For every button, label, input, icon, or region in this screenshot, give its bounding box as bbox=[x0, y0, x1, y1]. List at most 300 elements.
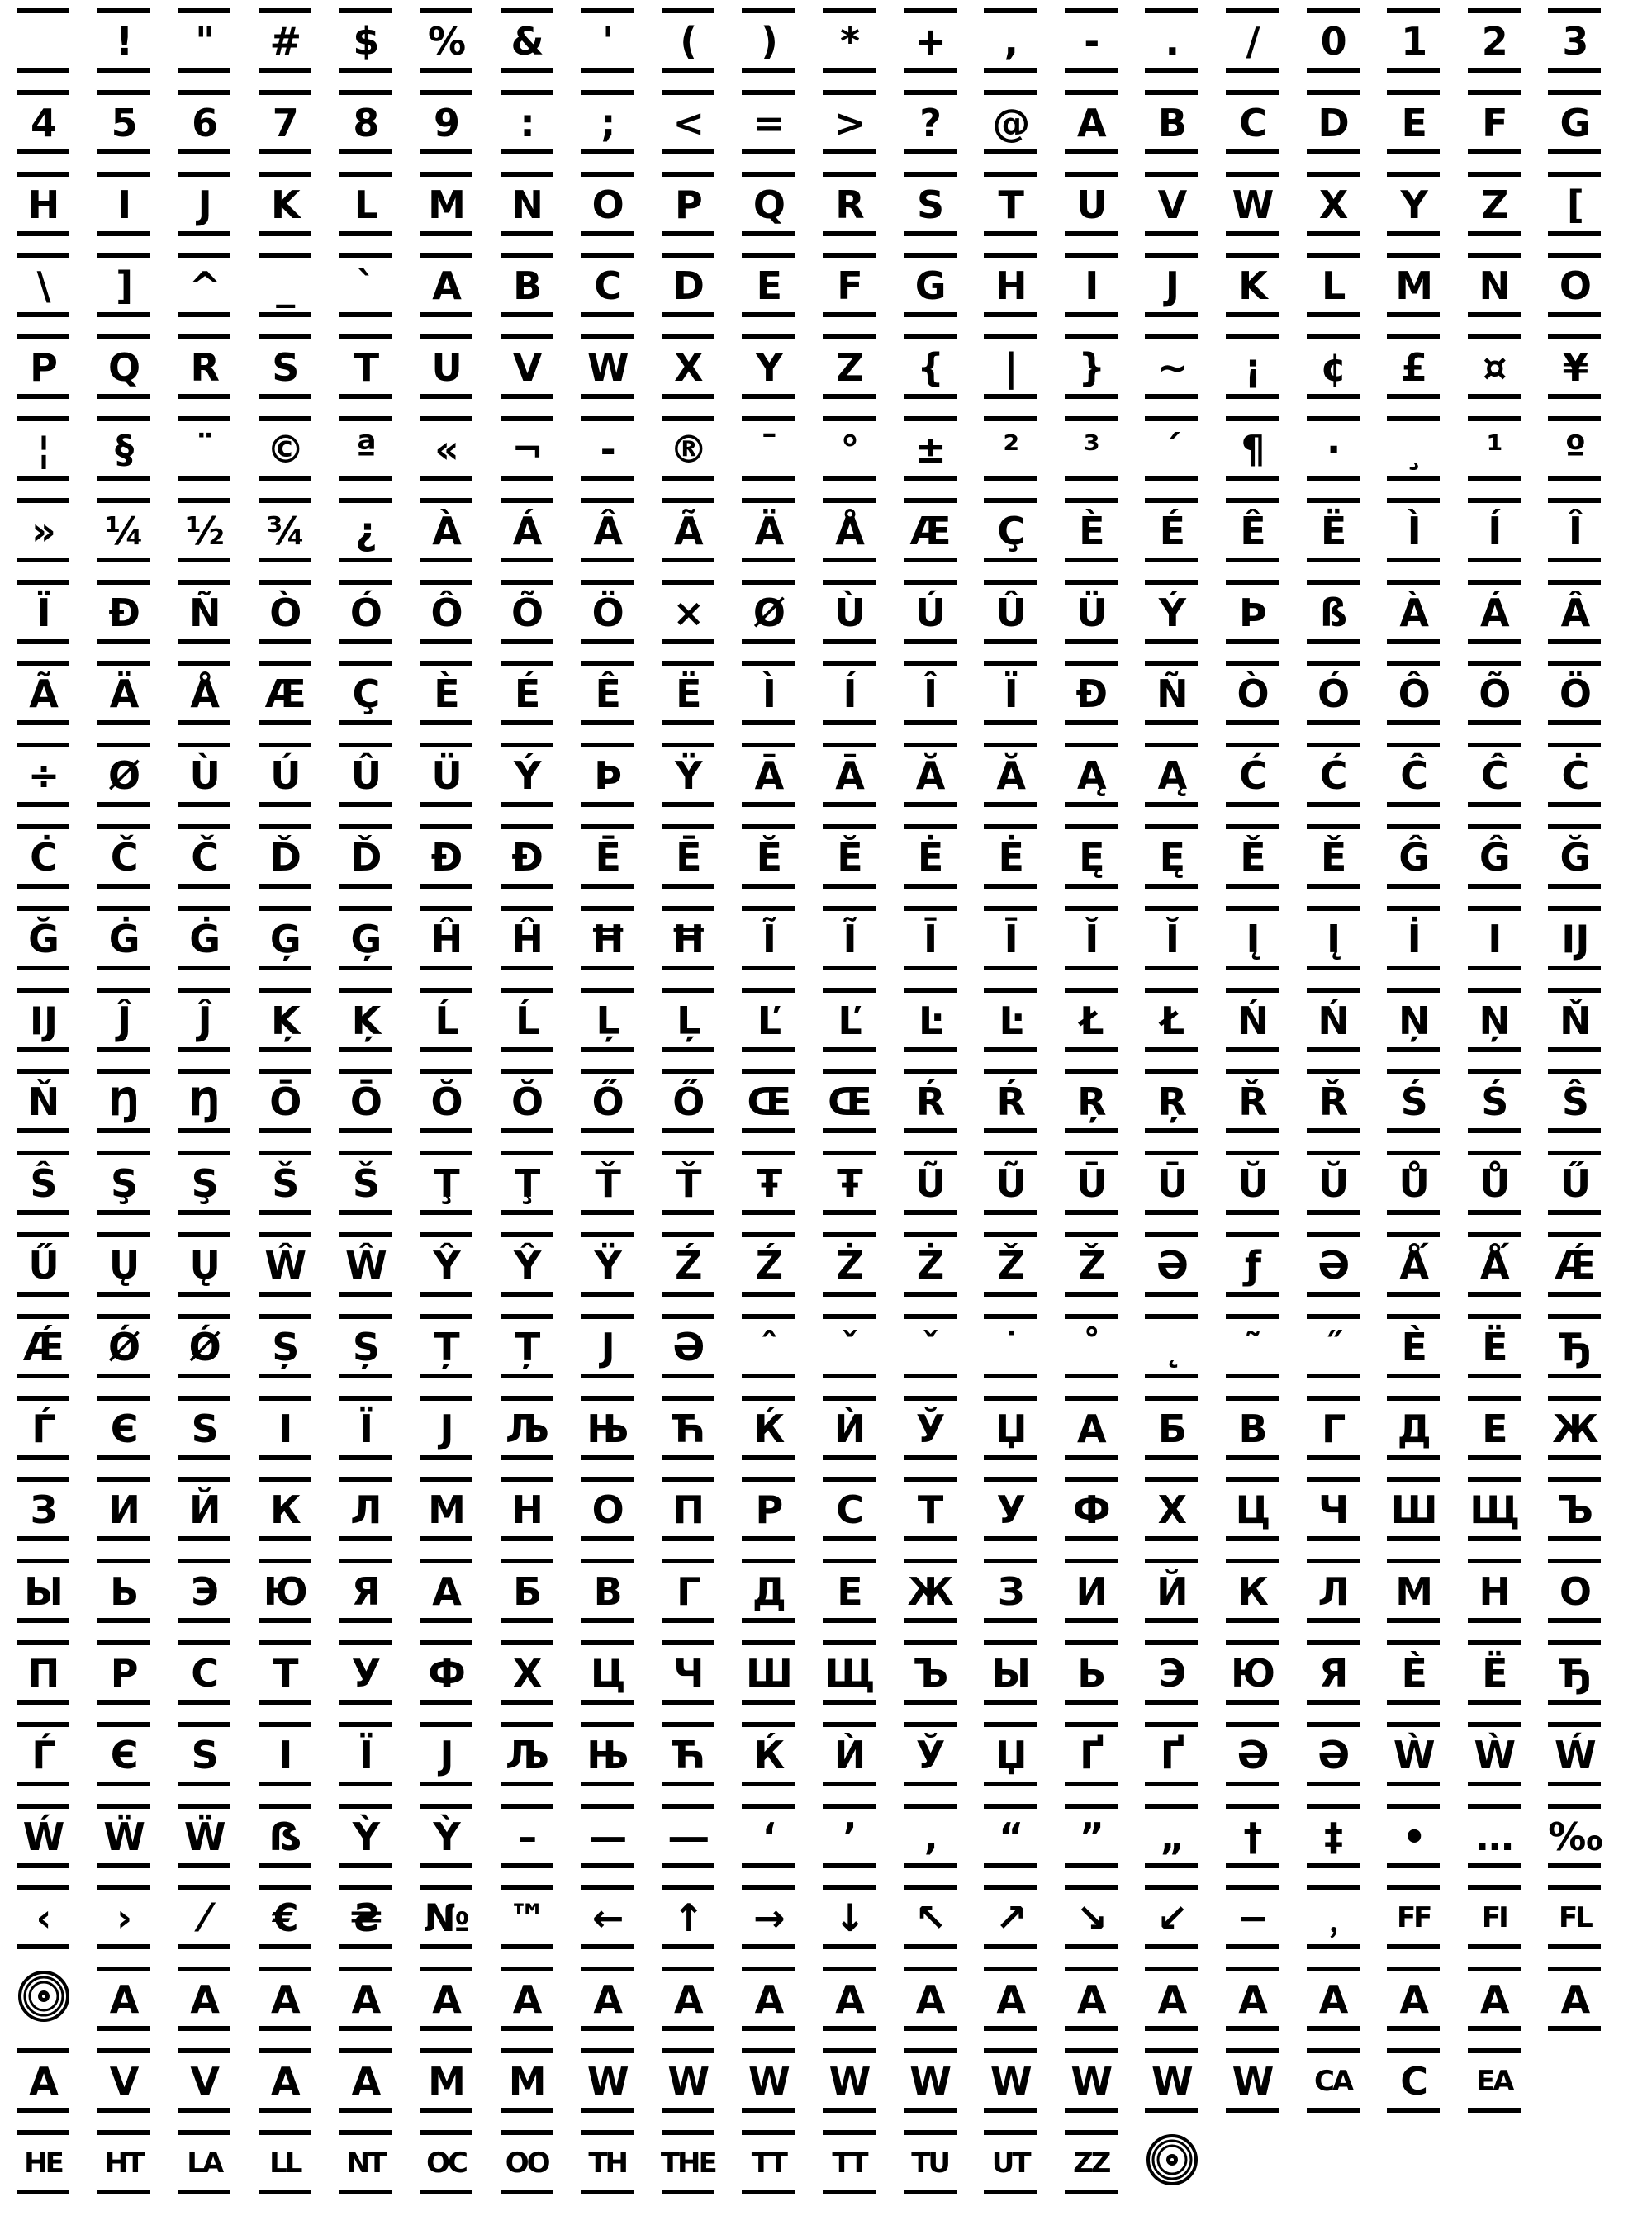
glyph-overbar bbox=[1548, 988, 1601, 993]
glyph-underbar bbox=[1145, 1700, 1198, 1705]
glyph-overbar bbox=[17, 2130, 69, 2135]
glyph-overbar bbox=[501, 580, 553, 585]
glyph-underbar bbox=[1307, 1944, 1360, 1949]
glyph-underbar bbox=[1548, 1374, 1601, 1378]
glyph-overbar bbox=[742, 334, 795, 339]
glyph-cell bbox=[486, 326, 568, 409]
glyph-overbar bbox=[742, 1640, 795, 1645]
glyph-character: Г bbox=[676, 1569, 700, 1615]
glyph-character: Ė bbox=[998, 835, 1023, 880]
glyph-cell bbox=[1533, 490, 1616, 572]
glyph-underbar bbox=[984, 1292, 1037, 1297]
glyph-character: ¤ bbox=[1483, 345, 1506, 391]
glyph-overbar bbox=[984, 1069, 1037, 1074]
glyph-cell bbox=[566, 82, 648, 164]
glyph-underbar bbox=[339, 312, 392, 317]
glyph-overbar bbox=[1307, 2048, 1360, 2053]
glyph-underbar bbox=[420, 639, 472, 644]
glyph-overbar bbox=[1548, 1151, 1601, 1155]
glyph-cell bbox=[2, 1142, 84, 1225]
glyph-overbar bbox=[581, 661, 634, 666]
glyph-cell bbox=[324, 1142, 406, 1225]
glyph-underbar bbox=[823, 1455, 876, 1460]
glyph-overbar bbox=[17, 1804, 69, 1809]
glyph-overbar bbox=[1387, 1069, 1440, 1074]
glyph-underbar bbox=[420, 1292, 472, 1297]
glyph-cell bbox=[808, 244, 890, 327]
glyph-underbar bbox=[17, 68, 69, 73]
glyph-cell bbox=[1372, 1388, 1455, 1470]
glyph-underbar bbox=[662, 802, 714, 807]
glyph-character: Ø bbox=[752, 590, 784, 635]
glyph-cell bbox=[486, 1550, 568, 1633]
glyph-overbar bbox=[742, 416, 795, 421]
glyph-overbar bbox=[823, 1314, 876, 1319]
glyph-underbar bbox=[97, 1863, 150, 1868]
glyph-character: Њ bbox=[586, 1406, 629, 1451]
glyph-overbar bbox=[339, 1804, 392, 1809]
glyph-cell bbox=[1130, 980, 1213, 1062]
glyph-character: Ǽ bbox=[23, 1324, 63, 1369]
glyph-underbar bbox=[1065, 802, 1118, 807]
glyph-underbar bbox=[259, 1374, 311, 1378]
glyph-character: Ð bbox=[108, 590, 139, 635]
glyph-character: TT bbox=[832, 2146, 866, 2180]
glyph-overbar bbox=[904, 1885, 957, 1890]
glyph-underbar bbox=[178, 558, 230, 562]
glyph-underbar bbox=[1468, 558, 1521, 562]
glyph-overbar bbox=[420, 2048, 472, 2053]
glyph-cell bbox=[1453, 572, 1536, 654]
glyph-underbar bbox=[17, 1210, 69, 1215]
glyph-character: Ŧ bbox=[837, 1161, 862, 1207]
glyph-character: Ē bbox=[676, 835, 700, 880]
glyph-underbar bbox=[904, 1863, 957, 1868]
glyph-cell bbox=[647, 1632, 729, 1715]
glyph-overbar bbox=[581, 1804, 634, 1809]
glyph-cell bbox=[1533, 1550, 1616, 1633]
glyph-character: Ĥ bbox=[430, 916, 462, 961]
glyph-overbar bbox=[501, 1722, 553, 1727]
glyph-cell bbox=[486, 1142, 568, 1225]
glyph-overbar bbox=[1065, 498, 1118, 503]
glyph-overbar bbox=[823, 1396, 876, 1401]
glyph-cell bbox=[2, 1877, 84, 1959]
glyph-character: Ń bbox=[1237, 998, 1268, 1043]
glyph-underbar bbox=[1387, 1863, 1440, 1868]
glyph-character: Ż bbox=[836, 1243, 862, 1288]
glyph-cell bbox=[808, 326, 890, 409]
glyph-overbar bbox=[984, 1396, 1037, 1401]
glyph-character: A bbox=[190, 1977, 218, 2023]
glyph-underbar bbox=[1145, 1618, 1198, 1623]
glyph-underbar bbox=[501, 2108, 553, 2113]
glyph-cell bbox=[727, 82, 809, 164]
glyph-character: Ẁ bbox=[1474, 1732, 1515, 1777]
glyph-character: Á bbox=[1479, 590, 1508, 635]
glyph-overbar bbox=[1065, 824, 1118, 829]
glyph-underbar bbox=[823, 639, 876, 644]
glyph-cell bbox=[1211, 1306, 1294, 1388]
glyph-cell bbox=[486, 980, 568, 1062]
glyph-cell bbox=[83, 1796, 165, 1878]
glyph-underbar bbox=[178, 1700, 230, 1705]
glyph-cell bbox=[1130, 1388, 1213, 1470]
glyph-cell bbox=[1533, 1306, 1616, 1388]
glyph-underbar bbox=[904, 312, 957, 317]
glyph-overbar bbox=[17, 2048, 69, 2053]
glyph-character: Ј bbox=[439, 1406, 453, 1451]
glyph-overbar bbox=[662, 8, 714, 13]
glyph-overbar bbox=[97, 8, 150, 13]
glyph-cell bbox=[1050, 1060, 1132, 1143]
glyph-overbar bbox=[904, 1559, 957, 1563]
glyph-underbar bbox=[178, 1047, 230, 1052]
glyph-character: Ż bbox=[916, 1243, 943, 1288]
glyph-character: Â bbox=[593, 508, 621, 553]
glyph-cell bbox=[647, 1877, 729, 1959]
glyph-overbar bbox=[904, 2048, 957, 2053]
glyph-underbar bbox=[339, 2026, 392, 2031]
glyph-overbar bbox=[823, 1232, 876, 1237]
glyph-character: Ґ bbox=[1160, 1732, 1184, 1777]
glyph-character: V bbox=[109, 2059, 138, 2104]
glyph-overbar bbox=[1387, 1151, 1440, 1155]
glyph-cell bbox=[163, 980, 245, 1062]
glyph-underbar bbox=[1468, 1536, 1521, 1541]
glyph-cell bbox=[1292, 2040, 1374, 2123]
glyph-underbar bbox=[97, 1455, 150, 1460]
glyph-underbar bbox=[1548, 558, 1601, 562]
glyph-underbar bbox=[339, 68, 392, 73]
glyph-overbar bbox=[1065, 2130, 1118, 2135]
glyph-overbar bbox=[823, 1640, 876, 1645]
glyph-cell bbox=[2, 1550, 84, 1633]
glyph-character: Э bbox=[1158, 1651, 1185, 1696]
glyph-cell bbox=[647, 326, 729, 409]
glyph-cell bbox=[405, 164, 487, 246]
glyph-cell bbox=[163, 1060, 245, 1143]
glyph-overbar bbox=[1145, 90, 1198, 95]
glyph-underbar bbox=[1468, 1374, 1521, 1378]
glyph-cell bbox=[405, 1550, 487, 1633]
glyph-character: Ø bbox=[108, 753, 140, 799]
glyph-cell bbox=[2, 898, 84, 980]
glyph-cell bbox=[2, 2040, 84, 2123]
glyph-overbar bbox=[1226, 580, 1279, 585]
glyph-character: Ŕ bbox=[996, 1079, 1024, 1125]
glyph-underbar bbox=[339, 1292, 392, 1297]
glyph-underbar bbox=[581, 312, 634, 317]
glyph-cell bbox=[566, 1388, 648, 1470]
glyph-character: Ú bbox=[914, 590, 945, 635]
glyph-character: Ū bbox=[1076, 1161, 1106, 1207]
glyph-character: * bbox=[839, 19, 859, 64]
glyph-overbar bbox=[1145, 743, 1198, 747]
glyph-underbar bbox=[984, 802, 1037, 807]
glyph-character: Џ bbox=[995, 1406, 1026, 1451]
glyph-cell bbox=[324, 1550, 406, 1633]
glyph-overbar bbox=[501, 416, 553, 421]
glyph-overbar bbox=[501, 906, 553, 911]
glyph-overbar bbox=[1065, 8, 1118, 13]
glyph-underbar bbox=[420, 476, 472, 481]
glyph-overbar bbox=[1307, 661, 1360, 666]
glyph-character: ß bbox=[1320, 590, 1346, 635]
glyph-character: E bbox=[1401, 100, 1426, 145]
glyph-character: Ћ bbox=[672, 1732, 704, 1777]
glyph-cell bbox=[244, 0, 326, 83]
glyph-character: L bbox=[354, 182, 377, 227]
glyph-character: W bbox=[1232, 182, 1273, 227]
glyph-underbar bbox=[420, 802, 472, 807]
glyph-underbar bbox=[259, 394, 311, 399]
glyph-character: K bbox=[1238, 263, 1266, 309]
glyph-overbar bbox=[904, 661, 957, 666]
glyph-overbar bbox=[17, 334, 69, 339]
glyph-cell bbox=[486, 244, 568, 327]
glyph-cell bbox=[727, 2040, 809, 2123]
glyph-overbar bbox=[1065, 1314, 1118, 1319]
glyph-character: ↖ bbox=[914, 1896, 945, 1941]
glyph-cell bbox=[1533, 1714, 1616, 1796]
glyph-cell bbox=[83, 1060, 165, 1143]
glyph-character: / bbox=[1246, 19, 1259, 64]
glyph-underbar bbox=[420, 1374, 472, 1378]
glyph-character: Ŵ bbox=[345, 1243, 386, 1288]
glyph-character: › bbox=[116, 1896, 131, 1941]
glyph-cell bbox=[889, 572, 971, 654]
glyph-character: Đ bbox=[430, 835, 462, 880]
glyph-underbar bbox=[581, 2108, 634, 2113]
glyph-cell bbox=[969, 1224, 1051, 1307]
glyph-overbar bbox=[97, 1559, 150, 1563]
glyph-overbar bbox=[420, 1559, 472, 1563]
glyph-cell bbox=[647, 816, 729, 899]
glyph-character: Ř bbox=[1318, 1079, 1347, 1125]
glyph-underbar bbox=[581, 1944, 634, 1949]
glyph-cell bbox=[727, 1388, 809, 1470]
glyph-cell bbox=[727, 1468, 809, 1551]
glyph-underbar bbox=[339, 1618, 392, 1623]
glyph-character: Ì bbox=[1407, 508, 1420, 553]
glyph-character: Ќ bbox=[753, 1406, 784, 1451]
glyph-overbar bbox=[662, 580, 714, 585]
glyph-overbar bbox=[823, 1885, 876, 1890]
glyph-underbar bbox=[1548, 639, 1601, 644]
glyph-underbar bbox=[259, 802, 311, 807]
glyph-character: Ů bbox=[1398, 1161, 1428, 1207]
glyph-cell bbox=[1211, 898, 1294, 980]
glyph-cell bbox=[163, 164, 245, 246]
glyph-underbar bbox=[1468, 720, 1521, 725]
glyph-overbar bbox=[662, 1232, 714, 1237]
glyph-overbar bbox=[662, 1640, 714, 1645]
glyph-overbar bbox=[420, 1477, 472, 1482]
glyph-character: „ bbox=[1160, 1814, 1184, 1859]
glyph-cell bbox=[1372, 164, 1455, 246]
glyph-underbar bbox=[1387, 1047, 1440, 1052]
glyph-character: “ bbox=[999, 1814, 1023, 1859]
glyph-underbar bbox=[1145, 802, 1198, 807]
glyph-character: Ğ bbox=[28, 916, 58, 961]
glyph-character: І bbox=[278, 1732, 292, 1777]
glyph-underbar bbox=[581, 1292, 634, 1297]
glyph-overbar bbox=[662, 1477, 714, 1482]
glyph-overbar bbox=[339, 906, 392, 911]
glyph-character: Ы bbox=[991, 1651, 1030, 1696]
glyph-character: Ŀ bbox=[918, 998, 942, 1043]
glyph-overbar bbox=[97, 2048, 150, 2053]
glyph-cell bbox=[566, 490, 648, 572]
glyph-underbar bbox=[1548, 1536, 1601, 1541]
glyph-overbar bbox=[1226, 8, 1279, 13]
glyph-character: W bbox=[1232, 2059, 1273, 2104]
glyph-overbar bbox=[97, 580, 150, 585]
glyph-cell bbox=[1372, 816, 1455, 899]
glyph-overbar bbox=[1307, 1967, 1360, 1971]
glyph-overbar bbox=[501, 1069, 553, 1074]
glyph-overbar bbox=[1065, 172, 1118, 177]
glyph-cell bbox=[727, 490, 809, 572]
glyph-underbar bbox=[1226, 884, 1279, 889]
glyph-cell bbox=[2, 1224, 84, 1307]
glyph-overbar bbox=[662, 498, 714, 503]
glyph-overbar bbox=[178, 1151, 230, 1155]
glyph-underbar bbox=[984, 149, 1037, 154]
glyph-character: ˜ bbox=[1243, 1324, 1261, 1369]
glyph-character: Ķ bbox=[351, 998, 380, 1043]
glyph-underbar bbox=[1468, 1782, 1521, 1786]
glyph-overbar bbox=[1468, 824, 1521, 829]
glyph-overbar bbox=[1307, 580, 1360, 585]
glyph-cell bbox=[486, 1388, 568, 1470]
glyph-overbar bbox=[501, 2130, 553, 2135]
glyph-underbar bbox=[339, 1700, 392, 1705]
glyph-character: ⁄ bbox=[202, 1896, 207, 1941]
glyph-cell bbox=[405, 1714, 487, 1796]
glyph-character: Ł bbox=[1160, 998, 1184, 1043]
glyph-cell bbox=[1292, 1632, 1374, 1715]
glyph-underbar bbox=[1387, 231, 1440, 236]
glyph-overbar bbox=[178, 1885, 230, 1890]
glyph-overbar bbox=[1387, 1885, 1440, 1890]
glyph-cell bbox=[1533, 244, 1616, 327]
glyph-underbar bbox=[420, 1455, 472, 1460]
glyph-underbar bbox=[259, 231, 311, 236]
glyph-underbar bbox=[420, 1618, 472, 1623]
glyph-cell bbox=[405, 572, 487, 654]
glyph-character: Č bbox=[191, 835, 218, 880]
glyph-underbar bbox=[339, 558, 392, 562]
glyph-underbar bbox=[1226, 231, 1279, 236]
glyph-underbar bbox=[17, 1292, 69, 1297]
glyph-cell bbox=[324, 408, 406, 491]
glyph-overbar bbox=[420, 253, 472, 258]
glyph-overbar bbox=[742, 172, 795, 177]
glyph-underbar bbox=[823, 966, 876, 970]
glyph-underbar bbox=[1307, 2108, 1360, 2113]
glyph-underbar bbox=[1307, 1863, 1360, 1868]
glyph-underbar bbox=[1468, 149, 1521, 154]
glyph-underbar bbox=[259, 1944, 311, 1949]
glyph-cell bbox=[1372, 2040, 1455, 2123]
glyph-underbar bbox=[742, 312, 795, 317]
glyph-character: † bbox=[1243, 1814, 1261, 1859]
glyph-underbar bbox=[984, 476, 1037, 481]
glyph-overbar bbox=[1387, 580, 1440, 585]
glyph-overbar bbox=[1468, 253, 1521, 258]
glyph-underbar bbox=[17, 1700, 69, 1705]
glyph-overbar bbox=[581, 1314, 634, 1319]
glyph-overbar bbox=[1307, 743, 1360, 747]
glyph-underbar bbox=[742, 476, 795, 481]
glyph-character: Ť bbox=[676, 1161, 700, 1207]
glyph-overbar bbox=[1145, 498, 1198, 503]
glyph-character: Ņ bbox=[1398, 998, 1429, 1043]
glyph-overbar bbox=[904, 1069, 957, 1074]
glyph-underbar bbox=[178, 1292, 230, 1297]
glyph-character: Ĝ bbox=[1398, 835, 1429, 880]
glyph-character: É bbox=[514, 671, 539, 717]
glyph-underbar bbox=[17, 639, 69, 644]
glyph-character: Ę bbox=[1159, 835, 1184, 880]
glyph-cell bbox=[889, 1224, 971, 1307]
glyph-cell bbox=[1533, 816, 1616, 899]
glyph-cell bbox=[889, 734, 971, 817]
glyph-cell bbox=[1211, 1958, 1294, 2041]
glyph-character: Ѓ bbox=[31, 1732, 55, 1777]
glyph-cell bbox=[808, 1714, 890, 1796]
glyph-character: À bbox=[432, 508, 460, 553]
glyph-underbar bbox=[904, 802, 957, 807]
glyph-character: ½ bbox=[185, 508, 223, 553]
glyph-overbar bbox=[1307, 1396, 1360, 1401]
glyph-cell bbox=[889, 816, 971, 899]
glyph-character: Ď bbox=[350, 835, 381, 880]
glyph-character: ‡ bbox=[1324, 1814, 1342, 1859]
glyph-underbar bbox=[178, 1455, 230, 1460]
glyph-cell bbox=[727, 164, 809, 246]
glyph-character: Ć bbox=[1239, 753, 1265, 799]
glyph-underbar bbox=[984, 2108, 1037, 2113]
glyph-underbar bbox=[420, 312, 472, 317]
glyph-character: Ќ bbox=[753, 1732, 784, 1777]
glyph-cell bbox=[1372, 1142, 1455, 1225]
glyph-cell bbox=[324, 1958, 406, 2041]
glyph-character: Я bbox=[351, 1569, 380, 1615]
glyph-character: ` bbox=[356, 263, 374, 309]
glyph-overbar bbox=[1226, 1722, 1279, 1727]
glyph-overbar bbox=[1387, 1477, 1440, 1482]
glyph-underbar bbox=[1145, 2108, 1198, 2113]
glyph-overbar bbox=[1307, 1885, 1360, 1890]
glyph-character: Ž bbox=[1078, 1243, 1104, 1288]
glyph-cell bbox=[1211, 1468, 1294, 1551]
glyph-overbar bbox=[1468, 90, 1521, 95]
glyph-character: Ə bbox=[672, 1324, 704, 1369]
glyph-underbar bbox=[742, 149, 795, 154]
glyph-cell bbox=[727, 408, 809, 491]
glyph-cell bbox=[1130, 1060, 1213, 1143]
glyph-character: Ú bbox=[270, 753, 300, 799]
glyph-overbar bbox=[984, 2130, 1037, 2135]
glyph-character: Ī bbox=[923, 916, 937, 961]
glyph-cell bbox=[324, 1714, 406, 1796]
glyph-character: Ü bbox=[431, 753, 461, 799]
glyph-underbar bbox=[1387, 149, 1440, 154]
glyph-overbar bbox=[1145, 580, 1198, 585]
